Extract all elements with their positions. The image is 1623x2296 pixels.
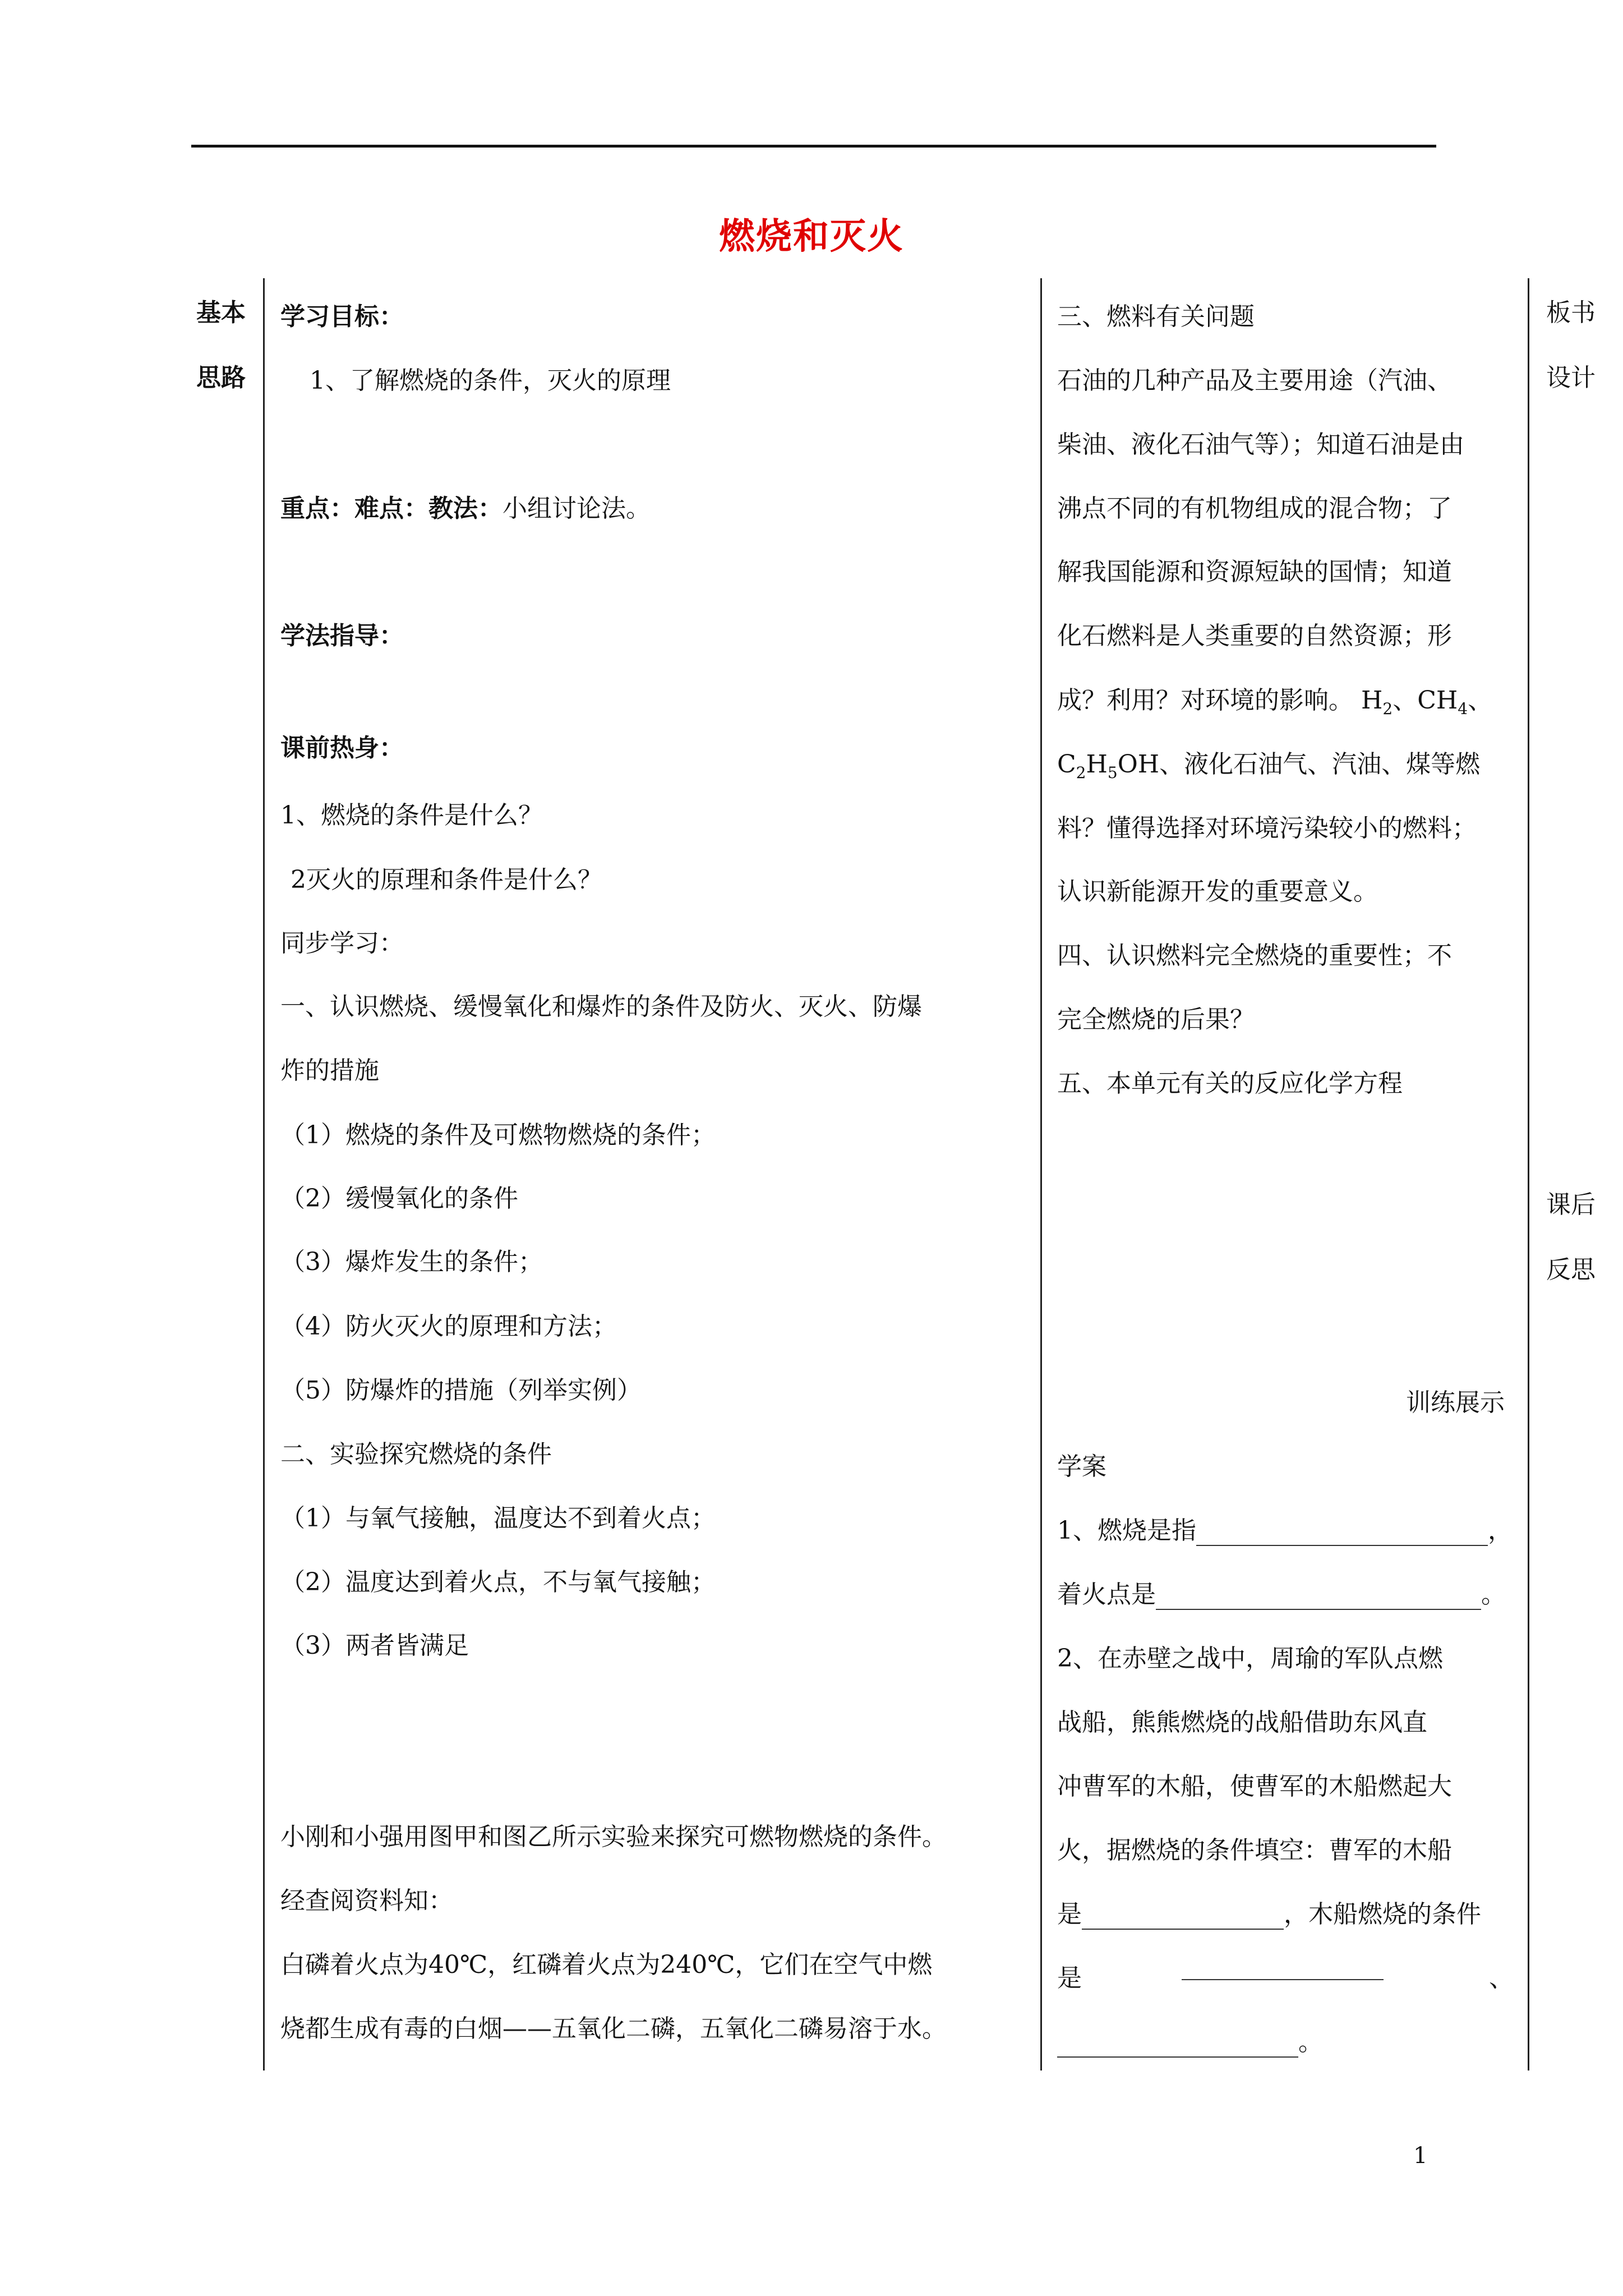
section-two-item: （1）与氧气接触，温度达不到着火点； <box>280 1504 716 1533</box>
warmup-heading: 课前热身： <box>280 734 404 762</box>
section-two-item: （2）温度达到着火点，不与氧气接触； <box>280 1568 716 1596</box>
fuel-text: 解我国能源和资源短缺的国情；知道 <box>1057 558 1452 586</box>
answer-blank[interactable] <box>1182 1954 1384 1980</box>
key-points-label: 重点：难点：教法： <box>280 494 502 523</box>
formula-symbol: C <box>1057 750 1076 779</box>
goal-item: 1、了解燃烧的条件，灭火的原理 <box>310 366 671 395</box>
formula-h2 <box>1361 686 1393 718</box>
section-two-item: （3）两者皆满足 <box>280 1631 469 1660</box>
exercise-text: 。 <box>1298 2028 1323 2056</box>
formula-symbol: OH <box>1117 750 1160 779</box>
board-design-label <box>1546 280 1609 411</box>
section-four-line: 完全燃烧的后果？ <box>1057 1005 1255 1034</box>
goals-heading: 学习目标： <box>280 302 404 331</box>
section-one-item: （2）缓慢氧化的条件 <box>280 1184 518 1213</box>
formula-symbol: H <box>1086 750 1108 779</box>
warmup-question: 2灭火的原理和条件是什么？ <box>291 866 602 894</box>
warmup-question: 1、燃烧的条件是什么？ <box>280 801 543 830</box>
method-heading: 学法指导： <box>280 622 404 650</box>
basic-thinking-label <box>196 280 259 411</box>
experiment-text: 经查阅资料知： <box>280 1887 453 1915</box>
key-points-line <box>280 488 651 524</box>
formula-ch4 <box>1417 686 1468 718</box>
experiment-text: 小刚和小强用图甲和图乙所示实验来探究可燃物燃烧的条件。 <box>280 1823 947 1851</box>
exercise-two-line: 冲曹军的木船，使曹军的木船燃起大 <box>1057 1772 1452 1801</box>
label-line-2: 思路 <box>196 364 246 392</box>
formula-subscript: 2 <box>1382 699 1393 718</box>
formula-symbol: CH <box>1417 686 1458 715</box>
sync-heading: 同步学习： <box>280 929 404 958</box>
fuel-text: 认识新能源开发的重要意义。 <box>1057 877 1378 906</box>
exercise-text: 。 <box>1481 1580 1506 1609</box>
exercise-text: ，木船燃烧的条件 <box>1284 1900 1481 1929</box>
board-line-1: 板书 <box>1546 298 1596 327</box>
exercise-text: ， <box>1488 1516 1513 1545</box>
formula-subscript: 5 <box>1107 763 1118 782</box>
reflection-label <box>1546 1172 1609 1303</box>
exercise-two-line <box>1057 1958 1514 1994</box>
section-four-line: 四、认识燃料完全燃烧的重要性；不 <box>1057 941 1452 970</box>
experiment-text: 烧都生成有毒的白烟——五氧化二磷，五氧化二磷易溶于水。 <box>280 2014 947 2043</box>
exercise-two-line: 战船，熊熊燃烧的战船借助东风直 <box>1057 1708 1427 1737</box>
answer-blank[interactable] <box>1156 1584 1481 1610</box>
section-one-item: （1）燃烧的条件及可燃物燃烧的条件； <box>280 1121 716 1149</box>
section-one-item: （3）爆炸发生的条件； <box>280 1248 543 1276</box>
exercise-text: 1、燃烧是指 <box>1057 1516 1196 1545</box>
exercise-text: 是 <box>1057 1900 1082 1929</box>
column-divider-middle <box>1040 278 1042 2070</box>
column-divider-left <box>263 278 265 2070</box>
section-one-line: 一、认识燃烧、缓慢氧化和爆炸的条件及防火、灭火、防爆 <box>280 992 922 1021</box>
section-one-item: （4）防火灭火的原理和方法； <box>280 1312 617 1341</box>
formula-symbol: H <box>1361 686 1383 715</box>
reflect-line-1: 课后 <box>1546 1190 1596 1219</box>
answer-blank[interactable] <box>1057 2032 1298 2058</box>
formula-subscript: 2 <box>1076 763 1086 782</box>
formula-ethanol <box>1057 750 1160 782</box>
section-three-heading: 三、燃料有关问题 <box>1057 302 1255 331</box>
key-points-value: 小组讨论法。 <box>502 494 651 523</box>
exercise-two-line <box>1057 2022 1323 2058</box>
section-one-line: 炸的措施 <box>280 1056 379 1085</box>
formula-subscript: 4 <box>1458 699 1468 718</box>
fuel-text: 化石燃料是人类重要的自然资源；形 <box>1057 622 1452 650</box>
exercise-text: 是 <box>1057 1964 1082 1993</box>
fuel-text: 沸点不同的有机物组成的混合物；了 <box>1057 494 1452 523</box>
section-five-heading: 五、本单元有关的反应化学方程 <box>1057 1069 1403 1098</box>
page-number: 1 <box>1413 2143 1428 2169</box>
training-heading: 训练展示 <box>1406 1388 1505 1417</box>
exercise-two-line <box>1057 1894 1481 1930</box>
exercise-text: 、 <box>1489 1964 1514 1993</box>
experiment-text: 白磷着火点为40℃，红磷着火点为240℃，它们在空气中燃 <box>280 1950 933 1979</box>
fuel-text: 、液化石油气、汽油、煤等燃 <box>1159 750 1481 779</box>
exercise-one-line <box>1057 1510 1513 1546</box>
exercise-two-line: 火，据燃烧的条件填空：曹军的木船 <box>1057 1836 1452 1865</box>
column-divider-right <box>1528 278 1529 2070</box>
section-two-heading: 二、实验探究燃烧的条件 <box>280 1440 552 1469</box>
fuel-formula-line: 成？利用？对环境的影响。 $H_2$、$CH_4$、 <box>1057 686 1493 718</box>
fuel-text: 石油的几种产品及主要用途（汽油、 <box>1057 366 1452 395</box>
answer-blank[interactable] <box>1196 1520 1488 1546</box>
fuel-text: 料？懂得选择对环境污染较小的燃料； <box>1057 814 1477 843</box>
reflect-line-2: 反思 <box>1546 1255 1596 1284</box>
fuel-text: 柴油、液化石油气等）；知道石油是由 <box>1057 430 1464 459</box>
study-plan-label: 学案 <box>1057 1452 1106 1481</box>
exercise-text: 着火点是 <box>1057 1580 1156 1609</box>
page-title: 燃烧和灭火 <box>719 215 904 257</box>
header-rule <box>191 145 1436 148</box>
fuel-text: 成？利用？对环境的影响。 <box>1057 686 1353 715</box>
fuel-formula-line <box>1057 744 1480 782</box>
section-one-item: （5）防爆炸的措施（列举实例） <box>280 1376 642 1405</box>
exercise-one-line <box>1057 1574 1506 1610</box>
board-line-2: 设计 <box>1546 364 1596 392</box>
answer-blank[interactable] <box>1082 1904 1284 1930</box>
label-line-1: 基本 <box>196 298 246 327</box>
exercise-two-line: 2、在赤壁之战中，周瑜的军队点燃 <box>1057 1644 1443 1673</box>
